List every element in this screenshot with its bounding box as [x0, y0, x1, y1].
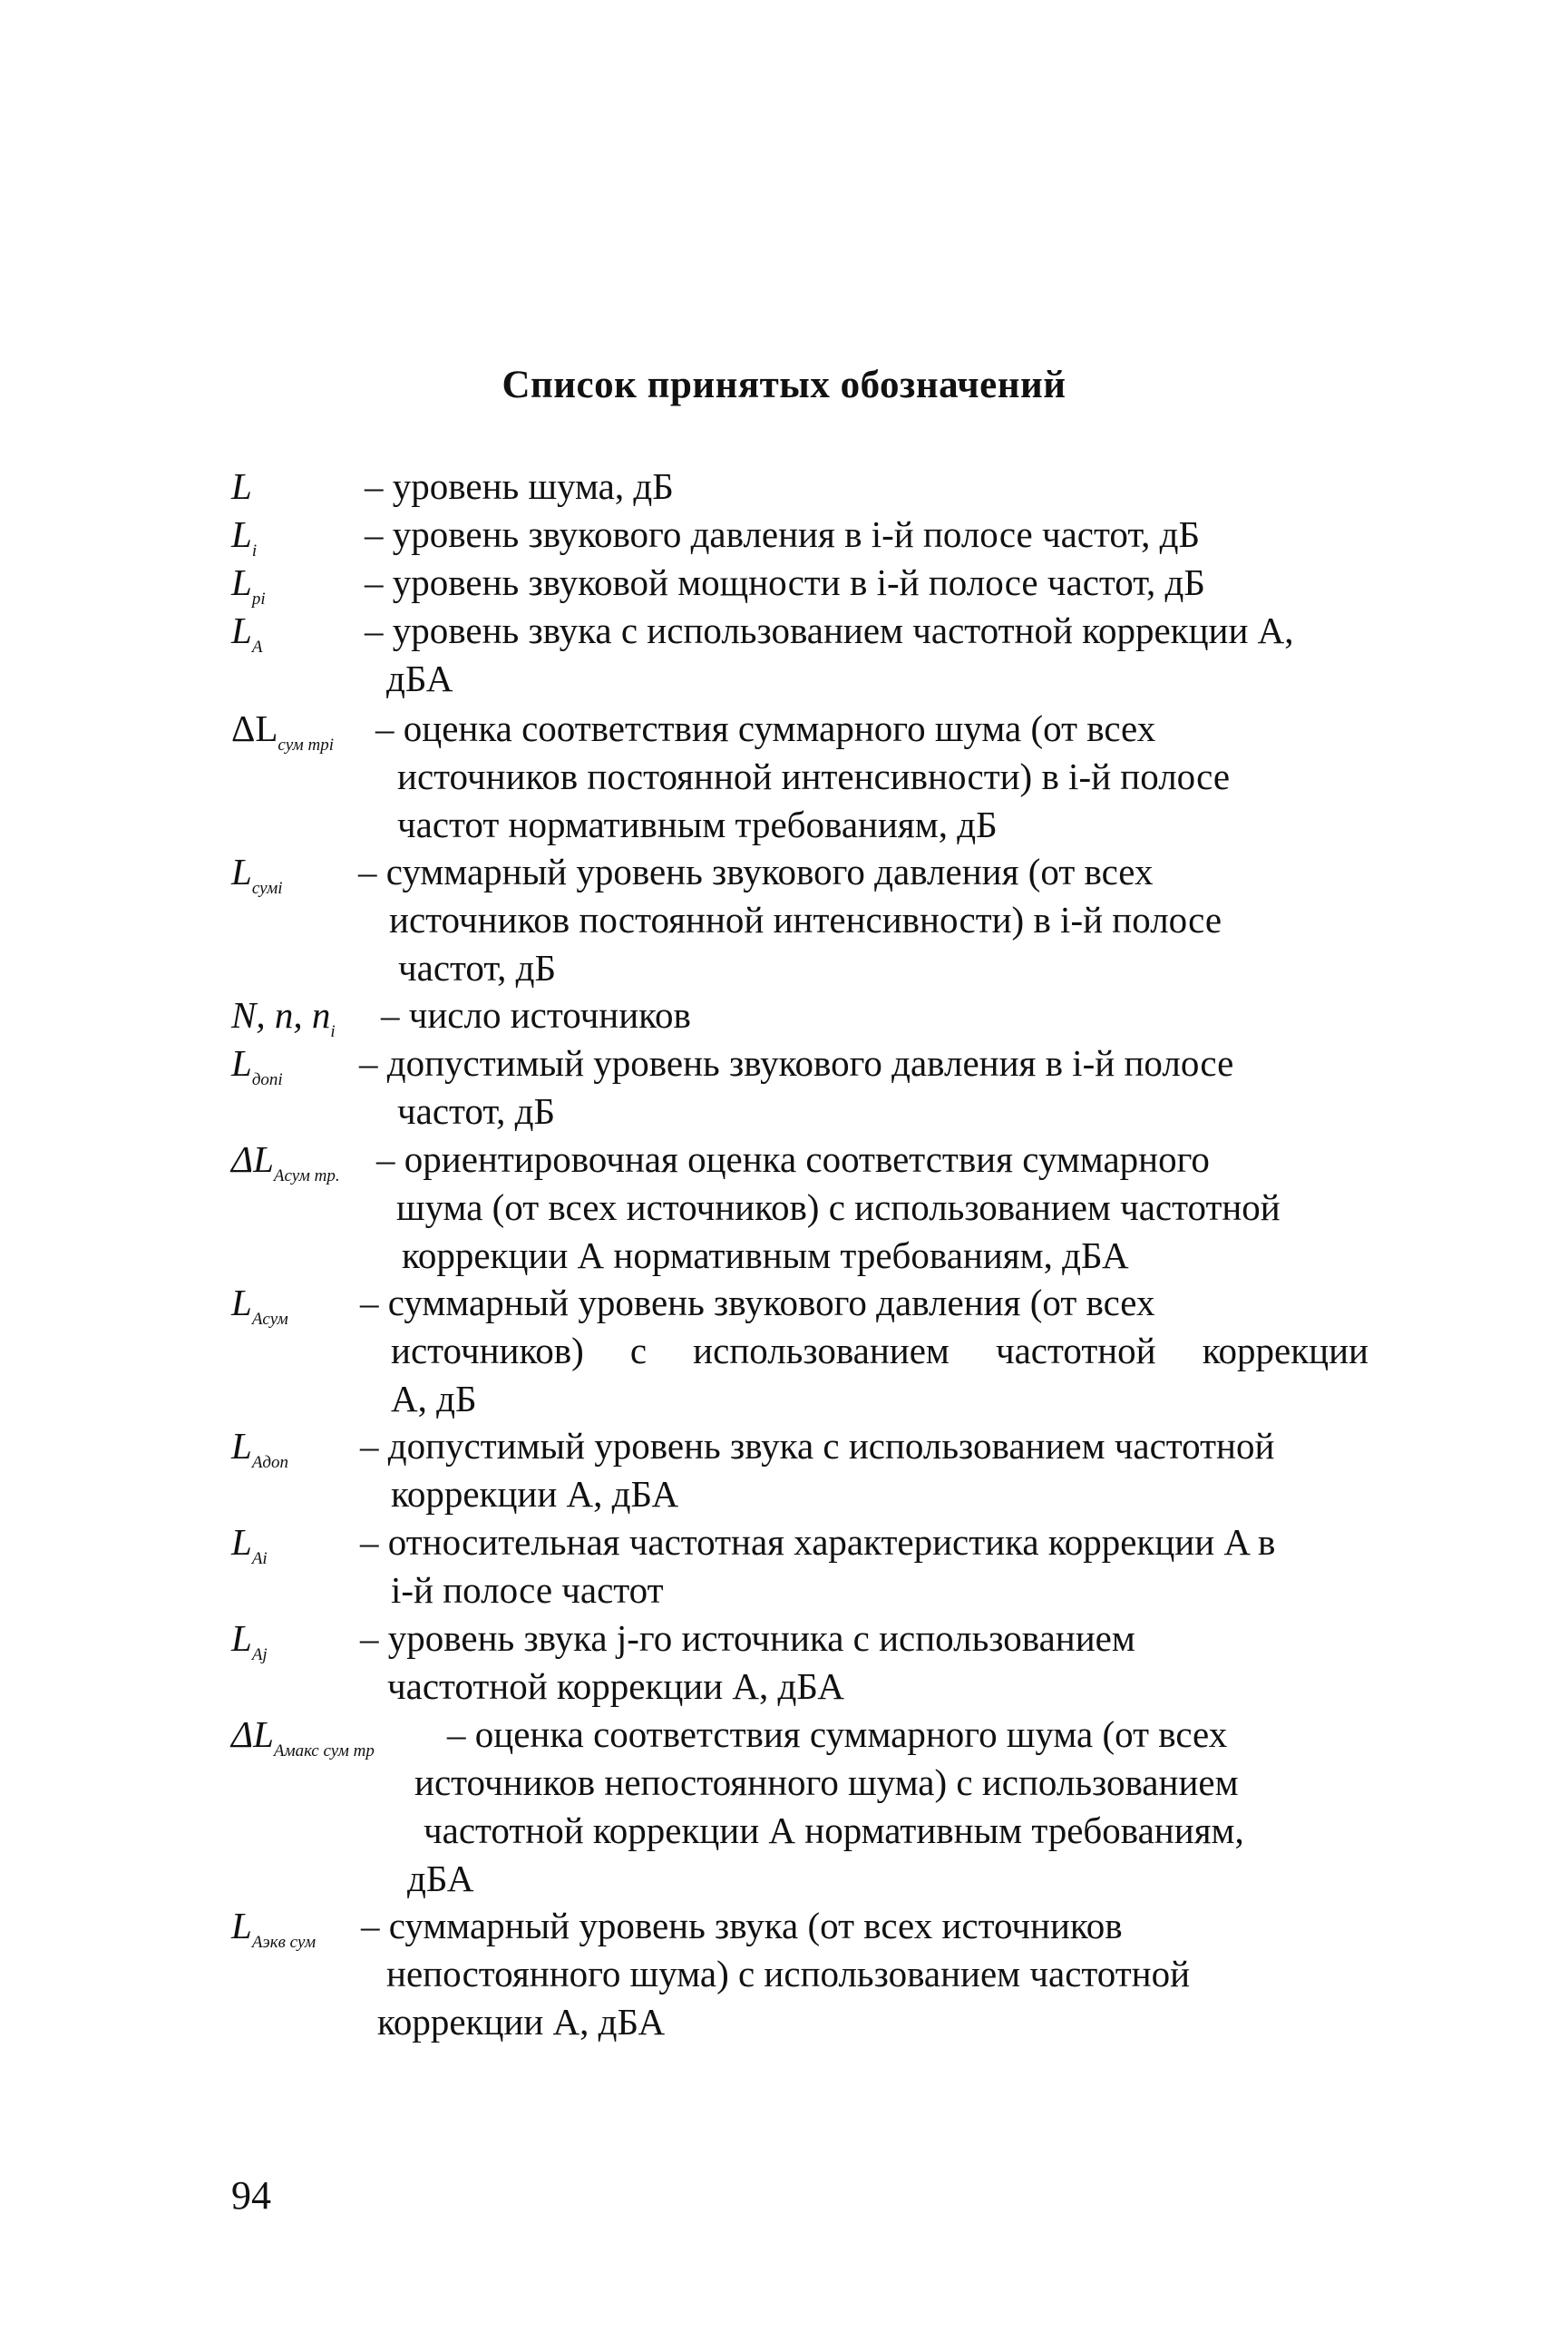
notation-symbol: $L_{Aj}$	[231, 1617, 268, 1664]
notation-symbol: N, n, $n_i$	[231, 994, 336, 1041]
notation-definition: – суммарный уровень звука (от всех источников непостоянного шума) с использованием частотной коррекции A, дБА	[361, 1905, 1191, 2043]
notation-symbol: $L_{Ai}$	[231, 1521, 268, 1568]
notation-definition: – число источников	[381, 994, 691, 1036]
notation-definition: – уровень звука j-го источника с использованием частотной коррекции A, дБА	[360, 1617, 1135, 1707]
notation-definition: – относительная частотная характеристика коррекции A в i-й полосе частот	[360, 1521, 1276, 1611]
notation-symbol: $\Delta L_{Aмакс сум тр}$	[231, 1713, 375, 1760]
notation-symbol: $L_{Aэкв сум}$	[231, 1905, 317, 1952]
notation-symbol: L	[231, 465, 252, 507]
notation-symbol: $L_A$	[231, 610, 263, 657]
notation-symbol: $\Delta L_{сум трi}$	[231, 707, 335, 755]
notation-symbol: $L_i$	[231, 513, 258, 561]
page-number: 94	[231, 2173, 271, 2218]
notation-definition: – уровень звукового давления в i-й полосе частот, дБ	[365, 513, 1201, 555]
notation-definition: – уровень звуковой мощности в i-й полосе частот, дБ	[365, 561, 1205, 603]
notation-symbol: $L_{Aсум}$	[231, 1282, 288, 1329]
notation-definition: – суммарный уровень звукового давления (от всех источников постоянной интенсивности) в i-й полосе частот, дБ	[358, 851, 1222, 989]
notation-symbol: $L_{допi}$	[231, 1042, 283, 1089]
notation-definition: – ориентировочная оценка соответствия суммарного шума (от всех источников) с использованием частотной коррекции А нормативным требованиям, дБА	[376, 1138, 1281, 1276]
notation-symbol: $\Delta L_{Aсум тр.}$	[231, 1138, 340, 1185]
notation-symbol: $L_{pi}$	[231, 561, 266, 609]
notation-definition: – уровень шума, дБ	[365, 465, 674, 507]
notation-definition: – суммарный уровень звукового давления (от всех источников) с использованием частотной коррекции A, дБ	[360, 1282, 1368, 1419]
notation-definition: – оценка соответствия суммарного шума (от всех источников непостоянного шума) с использованием частотной коррекции А нормативным требованиям, дБА	[407, 1713, 1244, 1899]
notation-symbol: $L_{Aдоп}$	[231, 1425, 289, 1472]
notation-definition: – оценка соответствия суммарного шума (от всех источников постоянной интенсивности) в i-й полосе частот нормативным требованиям, дБ	[375, 707, 1231, 845]
notation-definition: – допустимый уровень звукового давления в i-й полосе частот, дБ	[359, 1042, 1234, 1132]
notation-definition: – уровень звука с использованием частотной коррекции A, дБА	[365, 610, 1294, 699]
page-title: Список принятых обозначений	[502, 364, 1066, 406]
notation-definition: – допустимый уровень звука с использованием частотной коррекции А, дБА	[360, 1425, 1275, 1515]
notation-symbol: $L_{сумi}$	[231, 851, 283, 898]
